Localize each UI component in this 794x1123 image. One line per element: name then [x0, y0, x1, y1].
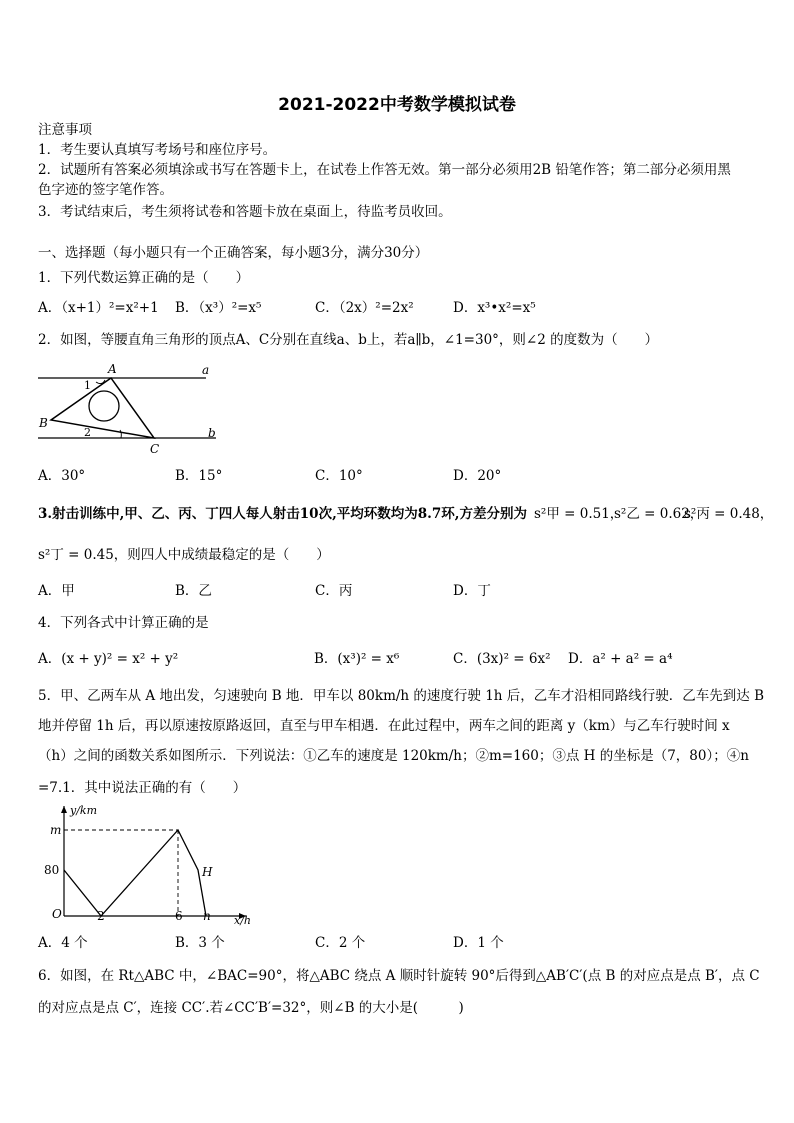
q2-option-b: B．15° [175, 468, 223, 484]
q2-label-B: B [39, 416, 48, 430]
notice-item: 1．考生要认真填写考场号和座位序号。 [38, 142, 277, 158]
q2-label-2: 2 [84, 426, 91, 439]
q1-option-a: A．（x+1）²=x²+1 [38, 300, 159, 316]
q2-option-a: A．30° [38, 468, 86, 484]
q5-option-a: A．4 个 [38, 935, 88, 951]
q1-option-c: C．（2x）²=2x² [315, 300, 414, 316]
q5-xlabel: x/h [234, 914, 251, 927]
question-3-line2: s²丁 = 0.45，则四人中成绩最稳定的是（ ） [38, 547, 330, 563]
q5-label-6: 6 [175, 909, 183, 923]
q2-figure [36, 358, 226, 458]
q4-option-a: A．(x + y)² = x² + y² [38, 651, 179, 667]
question-6-line2: 的对应点是点 C′，连接 CC′.若∠CC′B′=32°，则∠B 的大小是( ) [38, 1000, 464, 1016]
q3-variance-1: s²甲 = 0.51， [534, 506, 624, 522]
q5-label-n: n [203, 909, 211, 923]
q5-ylabel: y/km [70, 804, 98, 817]
q3-option-b: B．乙 [175, 583, 212, 599]
q5-option-c: C．2 个 [315, 935, 366, 951]
q2-label-1: 1 [84, 379, 91, 392]
q2-label-A: A [108, 362, 117, 376]
q3-option-c: C．丙 [315, 583, 353, 599]
q5-graph [36, 800, 266, 928]
q3-option-a: A．甲 [38, 583, 75, 599]
section-heading: 一、选择题（每小题只有一个正确答案，每小题3分，满分30分） [38, 245, 429, 261]
q5-label-80: 80 [44, 863, 60, 877]
question-4-stem: 4．下列各式中计算正确的是 [38, 615, 209, 631]
q3-variance-2: s²乙 = 0.62， [614, 506, 704, 522]
q1-option-d: D．x³•x²=x⁵ [453, 300, 536, 316]
question-5-line4: =7.1．其中说法正确的有（ ） [38, 780, 247, 796]
q3-variance-3: s²丙 = 0.48， [684, 506, 774, 522]
q2-option-d: D．20° [453, 468, 502, 484]
q3-option-d: D．丁 [453, 583, 491, 599]
notice-item: 3．考试结束后，考生须将试卷和答题卡放在桌面上，待监考员收回。 [38, 204, 452, 220]
notice-item: 色字迹的签字笔作答。 [38, 182, 173, 198]
q2-option-c: C．10° [315, 468, 363, 484]
q4-option-d: D．a² + a² = a⁴ [568, 651, 673, 667]
question-3-stem: 3.射击训练中,甲、乙、丙、丁四人每人射击10次,平均环数均为8.7环,方差分别为 [38, 506, 527, 522]
notice-item: 2．试题所有答案必须填涂或书写在答题卡上，在试卷上作答无效。第一部分必须用2B 铅笔作答；第二部分必须用黑 [38, 162, 731, 178]
question-6-line1: 6．如图，在 Rt△ABC 中，∠BAC=90°，将△ABC 绕点 A 顺时针旋转 90°后得到△AB′C′(点 B 的对应点是点 B′，点 C [38, 968, 760, 984]
q4-option-b: B．(x³)² = x⁶ [314, 651, 400, 667]
question-1-stem: 1．下列代数运算正确的是（ ） [38, 270, 250, 286]
q2-label-a: a [202, 363, 210, 377]
q5-label-2: 2 [97, 909, 105, 923]
q5-label-m: m [50, 823, 62, 837]
exam-title: 2021-2022中考数学模拟试卷 [278, 95, 516, 115]
q5-option-d: D．1 个 [453, 935, 504, 951]
notice-heading: 注意事项 [38, 122, 92, 138]
question-2-stem: 2．如图，等腰直角三角形的顶点A、C分别在直线a、b上，若a∥b，∠1=30°，则∠2 的度数为（ ） [38, 332, 659, 348]
q2-label-C: C [150, 442, 160, 456]
q5-label-origin: O [52, 907, 62, 921]
question-5-line2: 地并停留 1h 后，再以原速按原路返回，直至与甲车相遇．在此过程中，两车之间的距离 y（km）与乙车行驶时间 x [38, 718, 730, 734]
q5-label-H: H [202, 865, 213, 879]
q5-option-b: B．3 个 [175, 935, 225, 951]
q4-option-c: C．(3x)² = 6x² [453, 651, 551, 667]
q2-label-b: b [208, 426, 216, 440]
question-5-line3: （h）之间的函数关系如图所示．下列说法：①乙车的速度是 120km/h；②m=160；③点 H 的坐标是（7，80）；④n [38, 748, 749, 764]
q1-option-b: B．（x³）²=x⁵ [175, 300, 262, 316]
question-5-line1: 5．甲、乙两车从 A 地出发，匀速驶向 B 地．甲车以 80km/h 的速度行驶 1h 后，乙车才沿相同路线行驶．乙车先到达 B [38, 688, 764, 704]
